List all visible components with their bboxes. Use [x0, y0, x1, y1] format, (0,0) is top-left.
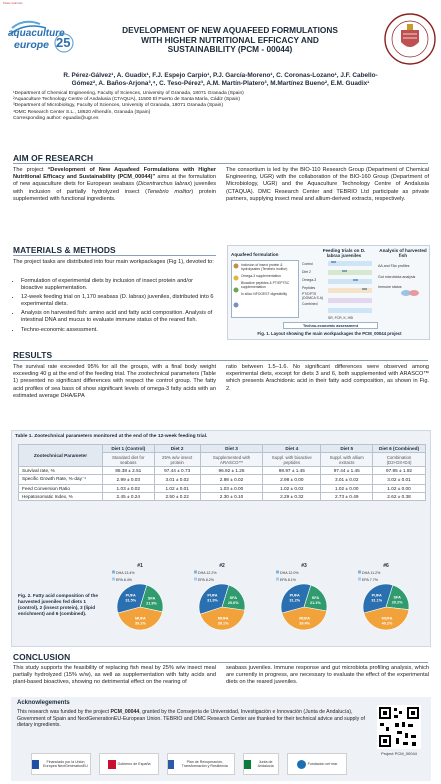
fig1-diet-6: Combined	[302, 302, 318, 306]
pie-sub-marker	[112, 571, 115, 574]
table-row-label: Feed Conversion Ratio	[19, 484, 103, 492]
table-row	[19, 466, 426, 474]
affiliation-2: ²Aquaculture Technology Centre of Andalusia (CTAQUA), 11500 El Puerto de Santa María, Cádiz (Spain)	[13, 97, 240, 103]
fig1-analysis-1: AA and FAs profiles	[378, 264, 410, 268]
pie-slice-label: MUFA	[217, 616, 229, 621]
methods-heading: MATERIALS & METHODS	[13, 245, 116, 255]
pie-slice-value: 31.1%	[371, 598, 383, 603]
table-cell: 2.99 ± 0.03	[103, 475, 155, 484]
table-cell: 1.03 ± 0.02	[103, 484, 155, 492]
table-row-label: Specific Growth Rate, %·day⁻¹	[19, 475, 103, 484]
methods-item-3: • Analysis on harvested fish: amino acid and fatty acid composition. Analysis of intestinal DNA and mucus to evaluate immune status of the reared fish.	[21, 310, 216, 324]
pie-sub-label: DHA 12.0%	[280, 571, 299, 575]
corresponding-author: Corresponding author: eguadix@ugr.es	[13, 115, 99, 121]
poster-title	[80, 26, 380, 55]
pie-sub-label: EPA 8.2%	[198, 578, 214, 582]
fig1-diet-2: Diet 2	[302, 270, 311, 274]
table-cell: 1.03 ± 0.00	[200, 484, 262, 492]
logo-gobierno-text: Gobierno de España	[117, 761, 151, 766]
conclusion-left-text: This study supports the feasibility of replacing fish meal by 25% w/w insect meal partially hydrolyzed (15% w/w), as well as supplementation with fatty acids and plant-based bioactives, showing no detrimental effect on the rearing of	[13, 665, 216, 686]
fig1-item-1: Inclusion of insect protein & hydrolysates (Tenebrio molitor)	[241, 263, 288, 271]
fig1-col1-title: Aquafeed formulation	[231, 252, 279, 257]
table-sub-diet1: Standard diet for seabass	[103, 453, 155, 466]
qr-code-icon[interactable]	[377, 705, 421, 749]
pie-slice-value: 21.1%	[309, 601, 321, 606]
pie-slice-value: 20.2%	[391, 600, 403, 605]
pie-sub-label: DHA 12.2%	[198, 571, 217, 575]
table-header-diet5: Diet 5	[321, 445, 373, 453]
conclusion-right-text: seabass juveniles. Immune response and gut microbiota profiling analysis, which are currently in progress, are necessary to evaluate the effect of the experimental diets on the reared juveniles.	[226, 665, 429, 686]
results-panel	[11, 430, 431, 647]
methods-divider	[13, 255, 216, 256]
logo-eu	[31, 753, 91, 775]
title-line-3: SUSTAINABILITY (PCM - 00044)	[167, 44, 293, 55]
pie-label: #3	[301, 563, 307, 569]
results-heading: RESULTS	[13, 350, 53, 360]
fig2-pie-charts	[100, 555, 430, 645]
fig1-diet-1: Control	[302, 262, 313, 266]
affiliation-3: ³Department of Microbiology, Faculty of Sciences, University of Granada, 18071 Granada (Spain)	[13, 103, 224, 109]
fig1-item-3: Bioactive peptides & PT/EPTSC supplementation	[241, 281, 290, 289]
table-cell: 1.02 ± 0.02	[263, 484, 321, 492]
table-header-diet4: Diet 4	[263, 445, 321, 453]
pie-sub-label: DHA 11.2%	[362, 571, 381, 575]
fig1-col3-title: Analysis of harvested fish	[379, 248, 427, 259]
table-cell: 2.30 ± 0.10	[200, 492, 262, 500]
table-cell: 97.95 ± 1.92	[373, 466, 426, 474]
table-cell: 1.02 ± 0.01	[154, 484, 200, 492]
results-left-text: The survival rate exceeded 95% for all the groups, with a final body weight exceeding 40 g at the end of the feeding trial. The zootechnical parameters (Table 1) presented no significant differences with respect the control group. The fatty acid profiles of sea bass oil show significant levels of omega-3 fatty acids with an estimated average DHA/EPA	[13, 364, 216, 399]
pie-slice-value: 39.4%	[299, 621, 311, 626]
pie-sub-label: EPA 7.7%	[362, 578, 378, 582]
table-zootechnical	[18, 444, 426, 501]
pie-slice-label: PUFA	[207, 593, 218, 598]
pie-label: #1	[137, 563, 143, 569]
ack-text	[17, 709, 367, 729]
acknowledgements-panel	[11, 697, 431, 781]
pie-sub-marker	[276, 571, 279, 574]
fig1-metrics: SR, FCR, K, HSI	[328, 316, 354, 320]
fig1-analysis-2: Gut microbiota analysis	[378, 274, 416, 279]
ack-project-code: PCM_00044	[110, 709, 140, 715]
aim-divider	[13, 163, 428, 164]
pie-label: #2	[219, 563, 225, 569]
ceimar-icon	[297, 760, 306, 769]
aim-project-name: “Development of New Aquafeed Formulations with Higher Nutritional Efficacy and Sustainability (PCM_00044)”	[13, 167, 216, 181]
fig2-caption: Fig. 2. Fatty acid composition of the harvested juveniles fed diets 1 (control), 2 (insect protein), 3 (lipid enrichment) and 6 (combined).	[18, 593, 98, 616]
logo-gobierno	[99, 753, 159, 775]
pie-sub-marker	[358, 578, 361, 581]
pie-sub-marker	[194, 578, 197, 581]
fig1-item-4: In silico NFOGEST digestibility	[241, 292, 288, 296]
fig1-diet-5: PT/DPTS (DOMCA S.A)	[302, 292, 324, 300]
pie-slice-value: 40.2%	[381, 621, 393, 626]
table-row	[19, 475, 426, 484]
pie-slice-value: 39.2%	[134, 621, 146, 626]
methods-item-4: • Techno-economic assessment.	[21, 327, 216, 334]
methods-item-2: • 12-week feeding trial on 1,170 seabass (D. labrax) juveniles, distributed into 6 experimental diets.	[21, 294, 216, 308]
table-cell: 3.01 ± 0.02	[154, 475, 200, 484]
fig1-microbiota-icon	[400, 286, 420, 300]
pie-slice-value: 39.1%	[217, 621, 229, 626]
authors	[8, 72, 433, 88]
pie-sub-label: EPA 8.1%	[280, 578, 296, 582]
methods-item-1: • Formulation of experimental diets by inclusion of insect protein and/or bioactive supplementation.	[21, 278, 216, 292]
fig1-tanks-graphic	[328, 260, 374, 316]
table-cell: 96.92 ± 1.26	[200, 466, 262, 474]
table-sub-diet5: Suppl. with allium extracts	[321, 453, 373, 466]
pie-slice-label: MUFA	[381, 616, 393, 621]
ack-text-b: , granted by the Consejería de Universidad, Investigación e Innovación (Junta de Andalucía), Government of Spain and NextGenerationEU-European Union. TEBRIO and DMC Research Center are thanked for their technical advice and supply of dietary ingredients.	[17, 709, 365, 729]
pie-sub-marker	[358, 571, 361, 574]
pie-slice-value: 31.9%	[207, 598, 218, 603]
aim-text-c: ) juveniles with inclusion of partially hydrolyzed insect (	[13, 181, 216, 195]
conclusion-heading: CONCLUSION	[13, 652, 71, 662]
pie-sub-label: DHA 13.4%	[116, 571, 135, 575]
table-sub-diet2: 25% w/w insect protein	[154, 453, 200, 466]
aim-text-b: aims at the formulation of new aquaculture diets for European seabass (	[13, 174, 216, 188]
fig1-ingredient-icons	[232, 261, 240, 317]
table-header-diet6: Diet 6 (Combined)	[373, 445, 426, 453]
table-header-row	[19, 445, 426, 453]
authors-line-1: R. Pérez-Gálvez¹, A. Guadix¹, F.J. Espejo Carpio¹, P.J. García-Moreno¹, C. Coronas-Lozano¹, J.F. Cabello-	[63, 72, 378, 79]
pie-slice-label: PUFA	[289, 593, 300, 598]
aim-heading: AIM OF RESEARCH	[13, 153, 94, 163]
pie-slice-value: 21.9%	[146, 601, 157, 606]
ack-heading: Acknowlegements	[17, 700, 70, 706]
fig1-formulation-box	[231, 260, 299, 318]
title-line-2: WITH HIGHER NUTRITIONAL EFFICACY AND	[141, 34, 319, 45]
methods-list	[13, 278, 216, 336]
spain-crest-icon	[108, 760, 116, 769]
pie-slice-label: PUFA	[371, 593, 382, 598]
pie-slice-label: SFA	[311, 596, 320, 601]
seal-icon	[383, 12, 437, 66]
pie-slice-label: SFA	[393, 595, 401, 600]
eu-flag-icon	[32, 760, 39, 769]
logo-ceimar	[287, 753, 347, 775]
university-seal	[383, 12, 437, 66]
aim-left-text	[13, 167, 216, 203]
pie-slice-label: SFA	[147, 596, 156, 601]
table-cell: 1.02 ± 0.00	[321, 484, 373, 492]
methods-intro: The project tasks are distributed into four main workpackages (Fig 1), devoted to:	[13, 259, 214, 265]
aim-text-d: ) protein supplemented with functional ingredients.	[13, 188, 216, 202]
table1-caption: Table 1. Zootechnical parameters monitored at the end of the 12-week feeding trial.	[15, 434, 208, 439]
table-cell: 3.02 ± 0.01	[373, 475, 426, 484]
qr-label: Project PCM_00044	[381, 751, 417, 756]
table-cell: 97.44 ± 0.73	[154, 466, 200, 474]
fig1-techno-box: Techno-economic assessment	[283, 322, 378, 329]
affiliation-4: ⁴DMC Research Center S.L., 18620 Alhendín, Granada (Spain)	[13, 109, 151, 115]
table-header-diet2: Diet 2	[154, 445, 200, 453]
results-right-text: ratio between 1.5–1.6. No significant differences were observed among experimental diets, except for diets 3 and 6, both supplemented with ARASCO™ which presents Arachidonic acid in their fatty acid composition, as shown in Fig. 2.	[226, 364, 429, 392]
aim-species: Dicentrarchus labrax	[138, 181, 191, 188]
aquaculture-europe-logo	[6, 14, 76, 62]
table-cell: 97.44 ± 1.45	[321, 466, 373, 474]
pie-slice-value: 31.5%	[125, 598, 137, 603]
title-line-1: DEVELOPMENT OF NEW AQUAFEED FORMULATIONS	[122, 25, 338, 35]
table-row-label: Survival rate, %	[19, 466, 103, 474]
pie-sub-marker	[112, 578, 115, 581]
results-divider	[13, 360, 428, 361]
table-corner-header: Zootechnical Parameter	[19, 445, 103, 467]
table-cell: 95.38 ± 2.51	[103, 466, 155, 474]
affiliations	[13, 91, 433, 122]
table-cell: 2.62 ± 0.38	[373, 492, 426, 500]
table-sub-diet4: Suppl. with bioactive peptides	[263, 453, 321, 466]
poster-code-label: Poster code here	[3, 2, 23, 5]
table-cell: 2.50 ± 0.22	[154, 492, 200, 500]
aim-text-a: The project	[13, 167, 48, 173]
table-cell: 3.01 ± 0.02	[321, 475, 373, 484]
fig1-item-2: Omega-3 supplementation	[241, 274, 281, 278]
table-sub-diet6: Combination (D2+D3+D4)	[373, 453, 426, 466]
pie-slice-label: MUFA	[134, 616, 146, 621]
table-row	[19, 484, 426, 492]
fig1-analysis-3: Immune status	[378, 285, 402, 290]
pie-sub-label: EPA 8.4%	[116, 578, 132, 582]
table-cell: 1.02 ± 0.00	[373, 484, 426, 492]
pie-label: #6	[383, 563, 389, 569]
aim-right-text: The consortium is led by the BIO-110 Research Group (Department of Chemical Engineering, UGR) with the collaboration of the BIO-160 Group (Department of Microbiology, UGR) and the Aquaculture Technology Centre of Andalusia (CTAQUA). DMC Research Center and TEBRIO Ltd participate as private partners, supplying insect meal and allium-derived extracts, respectively.	[226, 167, 429, 202]
logo-ceimar-text: Fundación cei·mar	[307, 761, 338, 766]
table-sub-diet3: Supplemented with ARASCO™	[200, 453, 262, 466]
authors-line-2: Gómez², A. Baños-Arjona³,⁴, C. Teso-Pérez³, A.M. Martín-Platero³, M.Martínez Bueno², E.M. Guadix¹	[71, 80, 370, 88]
fig1-diet-4: Peptides	[302, 286, 316, 290]
pie-slice-label: SFA	[229, 595, 237, 600]
table-cell: 2.45 ± 0.24	[103, 492, 155, 500]
pie-slice-value: 20.6%	[227, 600, 239, 605]
table-cell: 2.98 ± 0.02	[200, 475, 262, 484]
pie-slice-label: PUFA	[125, 593, 136, 598]
logo-number: 25	[56, 35, 71, 50]
ack-text-a: This research was funded by the project	[17, 709, 111, 715]
logo-line2: europe	[14, 39, 50, 51]
table-header-diet1: Diet 1 (Control)	[103, 445, 155, 453]
logo-prtr-text: Plan de Recuperación, Transformación y Resiliencia	[181, 759, 228, 768]
conclusion-divider	[13, 662, 428, 663]
figure-1	[227, 245, 430, 340]
logo-eu-text: Financiado por la Unión Europea NextGenerationEU	[43, 759, 88, 768]
table-row	[19, 492, 426, 500]
junta-icon	[244, 760, 251, 769]
logo-line1: aquaculture	[8, 28, 65, 39]
fig1-diet-3: Omega-3	[302, 278, 317, 282]
aim-insect: Tenebrio molitor	[147, 188, 192, 195]
table-cell: 98.97 ± 1.45	[263, 466, 321, 474]
pie-sub-marker	[194, 571, 197, 574]
fig1-caption: Fig. 1. Layout showing the main workpackages the PCM_00044 project	[257, 331, 402, 336]
prtr-icon	[168, 760, 174, 769]
fig1-col2-title: Feeding trials on D. labrax juveniles	[322, 248, 366, 259]
table-row-label: Hepatosomatic Index, %	[19, 492, 103, 500]
pie-sub-marker	[276, 578, 279, 581]
logo-prtr	[167, 753, 235, 775]
pie-slice-label: MUFA	[299, 616, 310, 621]
table-header-diet3: Diet 3	[200, 445, 262, 453]
logo-junta	[243, 753, 279, 775]
table-cell: 2.29 ± 0.32	[263, 492, 321, 500]
pie-slice-value: 31.2%	[289, 598, 301, 603]
logo-junta-text: Junta de Andalucía	[257, 759, 274, 768]
affiliation-1: ¹Department of Chemical Engineering, Faculty of Sciences, University of Granada, 18071 Granada (Spain)	[13, 91, 244, 96]
table-cell: 2.73 ± 0.49	[321, 492, 373, 500]
table-cell: 2.98 ± 0.00	[263, 475, 321, 484]
